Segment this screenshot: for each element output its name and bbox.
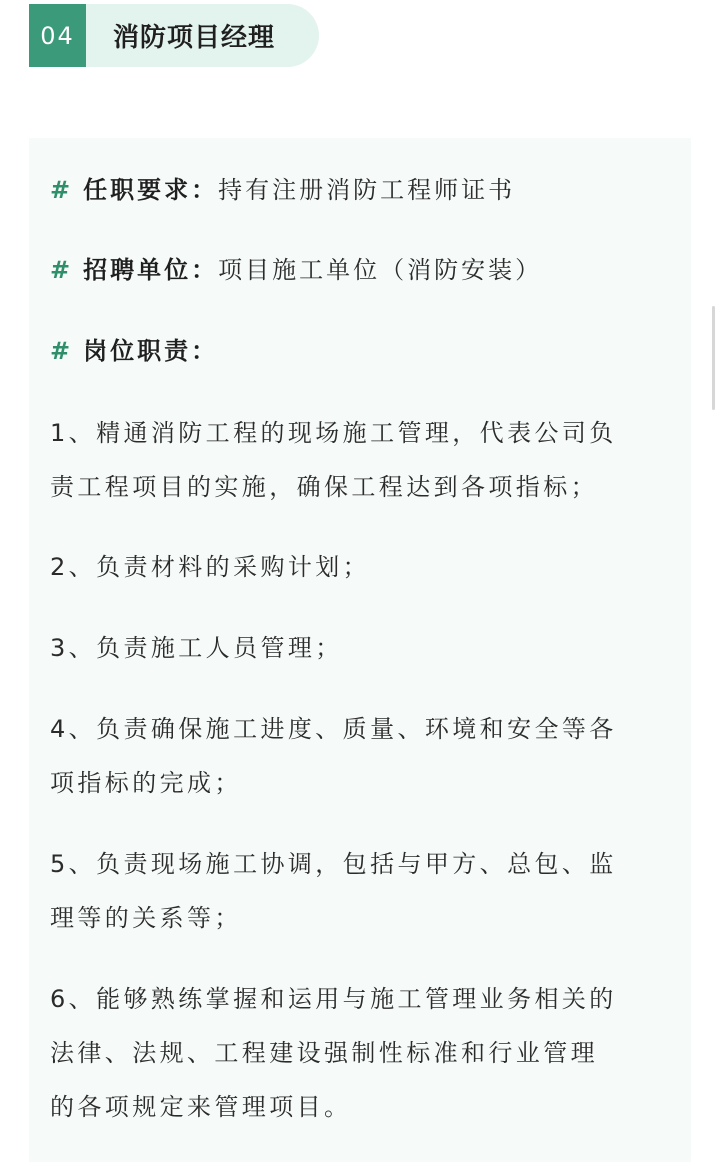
job-details-card <box>29 138 691 1162</box>
field-value: 持有注册消防工程师证书 <box>218 176 516 204</box>
field-label: 岗位职责： <box>83 337 219 365</box>
hash-marker: # <box>50 176 74 204</box>
section-title: 消防项目经理 <box>113 23 276 53</box>
duty-line: 3、负责施工人员管理； <box>50 634 343 662</box>
duty-line: 1、精通消防工程的现场施工管理，代表公司负 <box>50 419 617 447</box>
duty-item-1 <box>50 406 680 514</box>
duty-item-4 <box>50 702 680 810</box>
duty-item-6 <box>50 972 680 1134</box>
duty-line: 5、负责现场施工协调，包括与甲方、总包、监 <box>50 850 617 878</box>
duty-line: 6、能够熟练掌握和运用与施工管理业务相关的 <box>50 985 617 1013</box>
scrollbar[interactable] <box>712 306 715 410</box>
field-label: 任职要求： <box>83 176 219 204</box>
duty-line: 4、负责确保施工进度、质量、环境和安全等各 <box>50 715 617 743</box>
field-requirement <box>50 163 515 217</box>
duty-item-3 <box>50 621 680 675</box>
duty-line: 责工程项目的实施，确保工程达到各项指标； <box>50 473 598 501</box>
field-duties-heading <box>50 324 218 378</box>
section-number-badge: 04 <box>29 4 86 67</box>
duty-item-5 <box>50 837 680 945</box>
section-title-pill <box>86 4 319 67</box>
section-header <box>29 4 319 67</box>
duty-line: 理等的关系等； <box>50 904 242 932</box>
field-employer <box>50 243 542 297</box>
field-label: 招聘单位： <box>83 256 219 284</box>
hash-marker: # <box>50 256 74 284</box>
hash-marker: # <box>50 337 74 365</box>
duty-line: 2、负责材料的采购计划； <box>50 553 371 581</box>
duty-line: 法律、法规、工程建设强制性标准和行业管理 <box>50 1039 598 1067</box>
duty-item-2 <box>50 540 680 594</box>
duty-line: 项指标的完成； <box>50 769 242 797</box>
field-value: 项目施工单位（消防安装） <box>218 256 543 284</box>
duty-line: 的各项规定来管理项目。 <box>50 1093 352 1121</box>
